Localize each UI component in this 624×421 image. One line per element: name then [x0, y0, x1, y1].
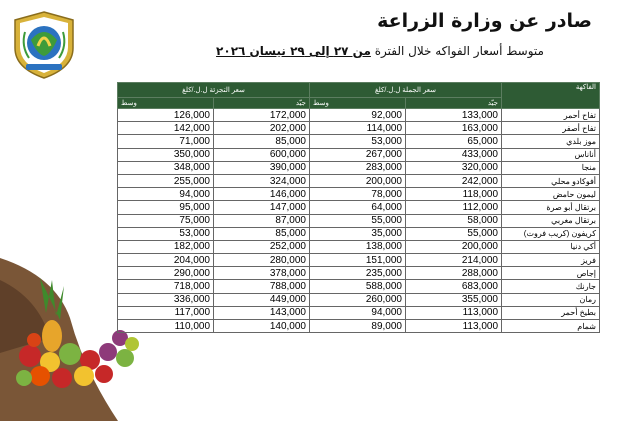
retail-medium-cell: 126,000 — [118, 109, 214, 122]
subtitle-prefix: متوسط أسعار الفواكه خلال الفترة — [374, 44, 544, 58]
retail-good-cell: 147,000 — [214, 201, 310, 214]
retail-medium-cell: 75,000 — [118, 214, 214, 227]
table-row — [118, 320, 600, 333]
wholesale-good-cell: 118,000 — [406, 188, 502, 201]
wholesale-medium-cell: 92,000 — [310, 109, 406, 122]
retail-good-cell: 280,000 — [214, 254, 310, 267]
table-row — [118, 188, 600, 201]
table-row — [118, 161, 600, 174]
product-name-cell: بطيخ أحمر — [502, 306, 600, 319]
wholesale-medium-cell: 55,000 — [310, 214, 406, 227]
wholesale-medium-cell: 35,000 — [310, 227, 406, 240]
retail-good-cell: 449,000 — [214, 293, 310, 306]
retail-good-cell: 252,000 — [214, 240, 310, 253]
retail-good-cell: 85,000 — [214, 227, 310, 240]
wholesale-medium-cell: 114,000 — [310, 122, 406, 135]
period-subtitle — [200, 44, 560, 58]
retail-medium-cell: 204,000 — [118, 254, 214, 267]
retail-medium-cell: 94,000 — [118, 188, 214, 201]
wholesale-good-cell: 214,000 — [406, 254, 502, 267]
wholesale-medium-cell: 138,000 — [310, 240, 406, 253]
retail-medium-cell: 95,000 — [118, 201, 214, 214]
product-name-cell: جارنك — [502, 280, 600, 293]
product-name-cell: برتقال مغربي — [502, 214, 600, 227]
table-row — [118, 148, 600, 161]
wholesale-medium-cell: 283,000 — [310, 161, 406, 174]
product-name-cell: أكي دنيا — [502, 240, 600, 253]
table-row — [118, 135, 600, 148]
wholesale-medium-cell: 94,000 — [310, 306, 406, 319]
product-name-cell: شمام — [502, 320, 600, 333]
wholesale-medium-cell: 53,000 — [310, 135, 406, 148]
header-wholesale-medium: وسط — [310, 98, 406, 109]
header-retail-good: جيّد — [214, 98, 310, 109]
wholesale-medium-cell: 89,000 — [310, 320, 406, 333]
retail-medium-cell: 142,000 — [118, 122, 214, 135]
wholesale-good-cell: 112,000 — [406, 201, 502, 214]
product-name-cell: ليمون حامض — [502, 188, 600, 201]
header-wholesale-price: سعر الجملة ل.ل./كلغ — [310, 83, 502, 98]
retail-medium-cell: 110,000 — [118, 320, 214, 333]
wholesale-medium-cell: 267,000 — [310, 148, 406, 161]
wholesale-medium-cell: 151,000 — [310, 254, 406, 267]
retail-good-cell: 600,000 — [214, 148, 310, 161]
retail-medium-cell: 53,000 — [118, 227, 214, 240]
wholesale-good-cell: 113,000 — [406, 320, 502, 333]
header-wholesale-good: جيّد — [406, 98, 502, 109]
product-name-cell: فريز — [502, 254, 600, 267]
header-retail-medium: وسط — [118, 98, 214, 109]
retail-good-cell: 390,000 — [214, 161, 310, 174]
product-name-cell: تفاح أحمر — [502, 109, 600, 122]
retail-good-cell: 172,000 — [214, 109, 310, 122]
table-row — [118, 254, 600, 267]
table-row — [118, 267, 600, 280]
wholesale-good-cell: 200,000 — [406, 240, 502, 253]
wholesale-good-cell: 433,000 — [406, 148, 502, 161]
retail-good-cell: 378,000 — [214, 267, 310, 280]
wholesale-good-cell: 320,000 — [406, 161, 502, 174]
header-product: الفاكهة — [502, 83, 600, 109]
retail-medium-cell: 718,000 — [118, 280, 214, 293]
retail-good-cell: 202,000 — [214, 122, 310, 135]
table-row — [118, 109, 600, 122]
wholesale-medium-cell: 260,000 — [310, 293, 406, 306]
fruit-price-table — [117, 82, 600, 333]
wholesale-good-cell: 133,000 — [406, 109, 502, 122]
wholesale-good-cell: 163,000 — [406, 122, 502, 135]
table-row — [118, 174, 600, 187]
wholesale-good-cell: 242,000 — [406, 174, 502, 187]
wholesale-good-cell: 65,000 — [406, 135, 502, 148]
wholesale-good-cell: 113,000 — [406, 306, 502, 319]
table-row — [118, 122, 600, 135]
table-row — [118, 201, 600, 214]
retail-good-cell: 788,000 — [214, 280, 310, 293]
product-name-cell: موز بلدي — [502, 135, 600, 148]
ministry-logo — [11, 10, 77, 80]
wholesale-good-cell: 355,000 — [406, 293, 502, 306]
table-row — [118, 214, 600, 227]
retail-good-cell: 143,000 — [214, 306, 310, 319]
retail-medium-cell: 350,000 — [118, 148, 214, 161]
subtitle-date-range: من ٢٧ إلى ٢٩ نيسان ٢٠٢٦ — [216, 44, 371, 58]
product-name-cell: منجا — [502, 161, 600, 174]
retail-good-cell: 146,000 — [214, 188, 310, 201]
product-name-cell: إجاص — [502, 267, 600, 280]
retail-medium-cell: 71,000 — [118, 135, 214, 148]
retail-medium-cell: 336,000 — [118, 293, 214, 306]
wholesale-medium-cell: 235,000 — [310, 267, 406, 280]
wholesale-good-cell: 58,000 — [406, 214, 502, 227]
wholesale-good-cell: 288,000 — [406, 267, 502, 280]
wholesale-good-cell: 55,000 — [406, 227, 502, 240]
retail-good-cell: 85,000 — [214, 135, 310, 148]
product-name-cell: أناناس — [502, 148, 600, 161]
header-retail-price: سعر التجزئة ل.ل./كلغ — [118, 83, 310, 98]
retail-good-cell: 324,000 — [214, 174, 310, 187]
retail-medium-cell: 255,000 — [118, 174, 214, 187]
wholesale-medium-cell: 64,000 — [310, 201, 406, 214]
product-name-cell: أفوكادو محلي — [502, 174, 600, 187]
table-row — [118, 227, 600, 240]
table-row — [118, 240, 600, 253]
table-header-row — [118, 83, 600, 98]
table-row — [118, 280, 600, 293]
wholesale-medium-cell: 78,000 — [310, 188, 406, 201]
retail-good-cell: 87,000 — [214, 214, 310, 227]
retail-medium-cell: 117,000 — [118, 306, 214, 319]
product-name-cell: برتقال أبو صرة — [502, 201, 600, 214]
retail-medium-cell: 348,000 — [118, 161, 214, 174]
wholesale-medium-cell: 200,000 — [310, 174, 406, 187]
retail-medium-cell: 290,000 — [118, 267, 214, 280]
page-title: صادر عن وزارة الزراعة — [377, 10, 592, 32]
product-name-cell: كريفون (كريب فروت) — [502, 227, 600, 240]
wholesale-medium-cell: 588,000 — [310, 280, 406, 293]
table-row — [118, 293, 600, 306]
product-name-cell: رمان — [502, 293, 600, 306]
retail-good-cell: 140,000 — [214, 320, 310, 333]
wholesale-good-cell: 683,000 — [406, 280, 502, 293]
product-name-cell: تفاح أصفر — [502, 122, 600, 135]
retail-medium-cell: 182,000 — [118, 240, 214, 253]
table-row — [118, 306, 600, 319]
